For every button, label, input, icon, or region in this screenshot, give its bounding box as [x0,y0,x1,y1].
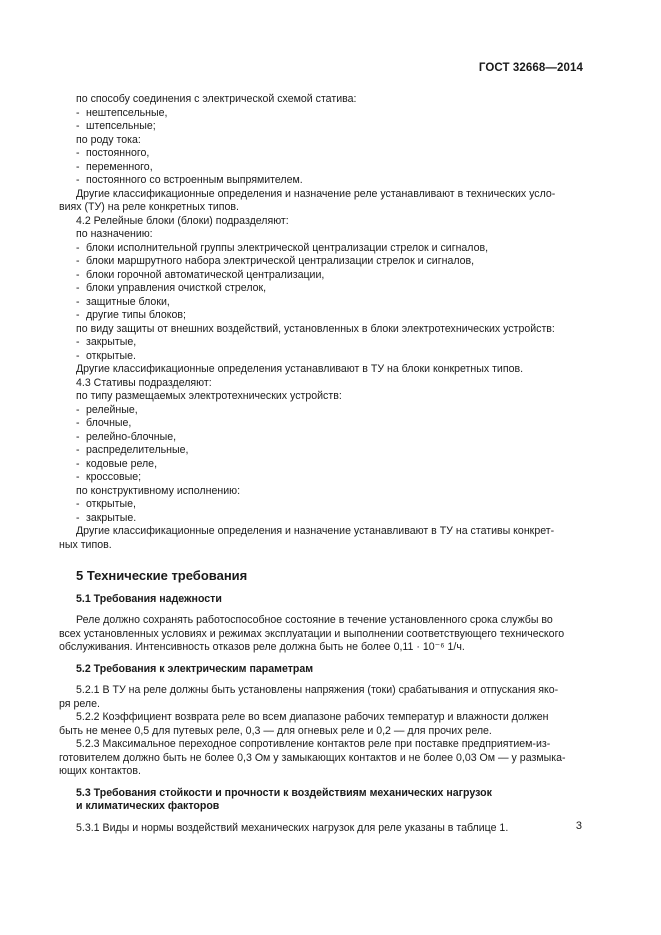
paragraph: всех установленных условиях и режимах эксплуатации и выполнении соответствующего технического [59,627,565,640]
subsection-heading: 5.2 Требования к электрическим параметрам [76,662,314,675]
paragraph: 5.3.1 Виды и нормы воздействий механических нагрузок для реле указаны в таблице 1. [76,821,509,834]
paragraph: по типу размещаемых электротехнических устройств: [76,390,342,402]
clause-title: 4.2 Релейные блоки (блоки) подразделяют: [76,214,289,227]
list-item: - кроссовые; [76,471,142,483]
paragraph: по роду тока: [76,133,141,146]
subsection-heading-line: 5.3 Требования стойкости и прочности к воздействиям механических нагрузок [76,786,492,799]
paragraph: ря реле. [59,697,100,710]
list-item: - блоки маршрутного набора электрической централизации стрелок и сигналов, [76,255,475,267]
paragraph: ных типов. [59,538,112,551]
list-item: - релейные, [76,403,138,416]
paragraph: по конструктивному исполнению: [76,484,241,497]
paragraph: 5.2.1 В ТУ на реле должны быть установлены напряжения (токи) срабатывания и отпускания яко- [76,684,559,696]
paragraph: Реле должно сохранять работоспособное состояние в течение установленного срока службы во [76,614,553,626]
list-item: - открытые, [76,498,136,510]
list-item: - другие типы блоков; [76,309,186,321]
list-item: - релейно-блочные, [76,430,177,443]
paragraph: Другие классификационные определения устанавливают в ТУ на блоки конкретных типов. [76,363,524,375]
subsection-heading-line: и климатических факторов [76,800,220,812]
subsection-heading: 5.1 Требования надежности [76,592,222,605]
list-item: - открытые. [76,349,136,362]
list-item: - штепсельные; [76,120,156,132]
list-item: - распределительные, [76,444,189,456]
list-item: - постоянного со встроенным выпрямителем. [76,174,303,186]
document-header: ГОСТ 32668—2014 [478,62,583,74]
list-item: - блочные, [76,417,132,429]
paragraph: по способу соединения с электрической схемой статива: [76,93,357,105]
paragraph: Другие классификационные определения и назначение устанавливают в ТУ на стативы конкрет- [76,525,555,537]
paragraph: 5.2.3 Максимальное переходное сопротивление контактов реле при поставке предприятием-из- [76,738,551,750]
list-item: - закрытые, [76,336,137,348]
paragraph: ющих контактов. [59,765,141,777]
paragraph: Другие классификационные определения и назначение реле устанавливают в технических усло- [76,187,556,200]
paragraph: быть не менее 0,5 для путевых реле, 0,3 — для огневых реле и 0,2 — для прочих реле. [59,724,492,737]
paragraph: по виду защиты от внешних воздействий, установленных в блоки электротехнических устройств: [76,322,555,335]
paragraph: обслуживания. Интенсивность отказов реле должна быть не более 0,11 · 10⁻⁶ 1/ч. [59,641,465,653]
list-item: - защитные блоки, [76,295,170,308]
list-item: - блоки управления очисткой стрелок, [76,282,267,294]
document-body [59,93,583,835]
list-item: - постоянного, [76,147,150,159]
list-item: - кодовые реле, [76,457,158,470]
paragraph: по назначению: [76,228,153,240]
list-item: - блоки горочной автоматической централизации, [76,268,325,281]
list-item: - блоки исполнительной группы электрической централизации стрелок и сигналов, [76,241,489,254]
list-item: - нештепсельные, [76,106,168,119]
page-number: 3 [575,820,582,832]
subsection-heading [59,787,583,814]
clause-title: 4.3 Стативы подразделяют: [76,376,212,389]
list-item: - переменного, [76,160,153,173]
paragraph: 5.2.2 Коэффициент возврата реле во всем диапазоне рабочих температур и влажности должен [76,711,549,723]
paragraph: готовителем должно быть не более 0,3 Ом у замыкающих контактов и не более 0,03 Ом — у размыка- [59,751,566,764]
section-heading: 5 Технические требования [76,568,248,583]
list-item: - закрытые. [76,511,137,524]
paragraph: виях (ТУ) на реле конкретных типов. [59,201,239,213]
